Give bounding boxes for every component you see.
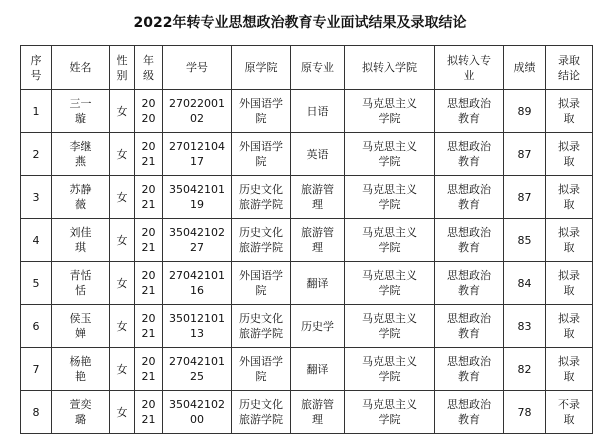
header-cell-grade: 年 级 (135, 46, 163, 90)
header-cell-name: 姓名 (52, 46, 110, 90)
cell-result: 拟录 取 (546, 305, 593, 348)
cell-score: 85 (504, 219, 546, 262)
table-row (21, 133, 593, 176)
cell-student-id: 27042101 16 (163, 262, 232, 305)
cell-no: 3 (21, 176, 52, 219)
cell-score: 87 (504, 133, 546, 176)
cell-name: 青恬 恬 (52, 262, 110, 305)
cell-target-college: 马克思主义 学院 (345, 391, 435, 434)
cell-grade: 20 20 (135, 90, 163, 133)
cell-score: 87 (504, 176, 546, 219)
cell-student-id: 35042102 00 (163, 391, 232, 434)
cell-no: 8 (21, 391, 52, 434)
cell-gender: 女 (110, 348, 135, 391)
cell-original-college: 外国语学 院 (232, 90, 291, 133)
cell-target-major: 思想政治 教育 (435, 90, 504, 133)
cell-original-major: 旅游管 理 (291, 391, 345, 434)
cell-gender: 女 (110, 219, 135, 262)
cell-original-major: 旅游管 理 (291, 219, 345, 262)
cell-original-college: 历史文化 旅游学院 (232, 305, 291, 348)
cell-no: 2 (21, 133, 52, 176)
document-title: 2022年转专业思想政治教育专业面试结果及录取结论 (133, 15, 467, 31)
cell-grade: 20 21 (135, 391, 163, 434)
cell-name: 萱奕 璐 (52, 391, 110, 434)
cell-original-major: 翻译 (291, 262, 345, 305)
header-cell-score: 成绩 (504, 46, 546, 90)
cell-target-college: 马克思主义 学院 (345, 133, 435, 176)
header-cell-result: 录取 结论 (546, 46, 593, 90)
cell-original-major: 旅游管 理 (291, 176, 345, 219)
cell-target-college: 马克思主义 学院 (345, 90, 435, 133)
cell-name: 侯玉 婵 (52, 305, 110, 348)
cell-gender: 女 (110, 133, 135, 176)
cell-target-college: 马克思主义 学院 (345, 219, 435, 262)
cell-no: 1 (21, 90, 52, 133)
cell-no: 5 (21, 262, 52, 305)
cell-name: 三一 璇 (52, 90, 110, 133)
table-row (21, 305, 593, 348)
cell-original-college: 历史文化 旅游学院 (232, 176, 291, 219)
cell-student-id: 27022001 02 (163, 90, 232, 133)
cell-result: 拟录 取 (546, 133, 593, 176)
cell-target-major: 思想政治 教育 (435, 219, 504, 262)
cell-grade: 20 21 (135, 305, 163, 348)
cell-student-id: 27042101 25 (163, 348, 232, 391)
table-row (21, 219, 593, 262)
cell-no: 4 (21, 219, 52, 262)
cell-grade: 20 21 (135, 176, 163, 219)
table-row (21, 391, 593, 434)
cell-grade: 20 21 (135, 219, 163, 262)
cell-target-college: 马克思主义 学院 (345, 176, 435, 219)
cell-gender: 女 (110, 90, 135, 133)
header-cell-original-college: 原学院 (232, 46, 291, 90)
cell-result: 拟录 取 (546, 262, 593, 305)
cell-gender: 女 (110, 176, 135, 219)
table-row (21, 90, 593, 133)
cell-student-id: 35012101 13 (163, 305, 232, 348)
table-row (21, 176, 593, 219)
cell-result: 不录 取 (546, 391, 593, 434)
cell-original-major: 历史学 (291, 305, 345, 348)
cell-target-major: 思想政治 教育 (435, 133, 504, 176)
cell-target-college: 马克思主义 学院 (345, 262, 435, 305)
cell-grade: 20 21 (135, 262, 163, 305)
cell-name: 李继 燕 (52, 133, 110, 176)
cell-grade: 20 21 (135, 133, 163, 176)
cell-result: 拟录 取 (546, 176, 593, 219)
cell-target-major: 思想政治 教育 (435, 262, 504, 305)
cell-original-college: 外国语学 院 (232, 348, 291, 391)
cell-name: 苏静 薇 (52, 176, 110, 219)
cell-score: 78 (504, 391, 546, 434)
cell-target-major: 思想政治 教育 (435, 305, 504, 348)
cell-original-college: 外国语学 院 (232, 133, 291, 176)
cell-no: 6 (21, 305, 52, 348)
cell-gender: 女 (110, 391, 135, 434)
header-cell-student-id: 学号 (163, 46, 232, 90)
cell-target-major: 思想政治 教育 (435, 176, 504, 219)
cell-score: 83 (504, 305, 546, 348)
cell-result: 拟录 取 (546, 348, 593, 391)
cell-original-college: 历史文化 旅游学院 (232, 219, 291, 262)
cell-name: 杨艳 艳 (52, 348, 110, 391)
cell-original-college: 历史文化 旅游学院 (232, 391, 291, 434)
cell-original-college: 外国语学 院 (232, 262, 291, 305)
cell-gender: 女 (110, 305, 135, 348)
header-cell-original-major: 原专业 (291, 46, 345, 90)
table-row (21, 348, 593, 391)
header-cell-no: 序 号 (21, 46, 52, 90)
header-cell-target-college: 拟转入学院 (345, 46, 435, 90)
header-row (21, 46, 593, 90)
results-table (20, 45, 593, 434)
cell-target-college: 马克思主义 学院 (345, 348, 435, 391)
cell-original-major: 日语 (291, 90, 345, 133)
cell-original-major: 翻译 (291, 348, 345, 391)
cell-student-id: 35042101 19 (163, 176, 232, 219)
cell-student-id: 27012104 17 (163, 133, 232, 176)
cell-original-major: 英语 (291, 133, 345, 176)
cell-student-id: 35042102 27 (163, 219, 232, 262)
header-cell-target-major: 拟转入专 业 (435, 46, 504, 90)
cell-grade: 20 21 (135, 348, 163, 391)
cell-result: 拟录 取 (546, 219, 593, 262)
cell-gender: 女 (110, 262, 135, 305)
cell-result: 拟录 取 (546, 90, 593, 133)
cell-target-major: 思想政治 教育 (435, 348, 504, 391)
cell-score: 84 (504, 262, 546, 305)
cell-name: 刘佳 琪 (52, 219, 110, 262)
cell-score: 82 (504, 348, 546, 391)
cell-no: 7 (21, 348, 52, 391)
cell-target-college: 马克思主义 学院 (345, 305, 435, 348)
header-cell-gender: 性 别 (110, 46, 135, 90)
cell-target-major: 思想政治 教育 (435, 391, 504, 434)
table-row (21, 262, 593, 305)
cell-score: 89 (504, 90, 546, 133)
